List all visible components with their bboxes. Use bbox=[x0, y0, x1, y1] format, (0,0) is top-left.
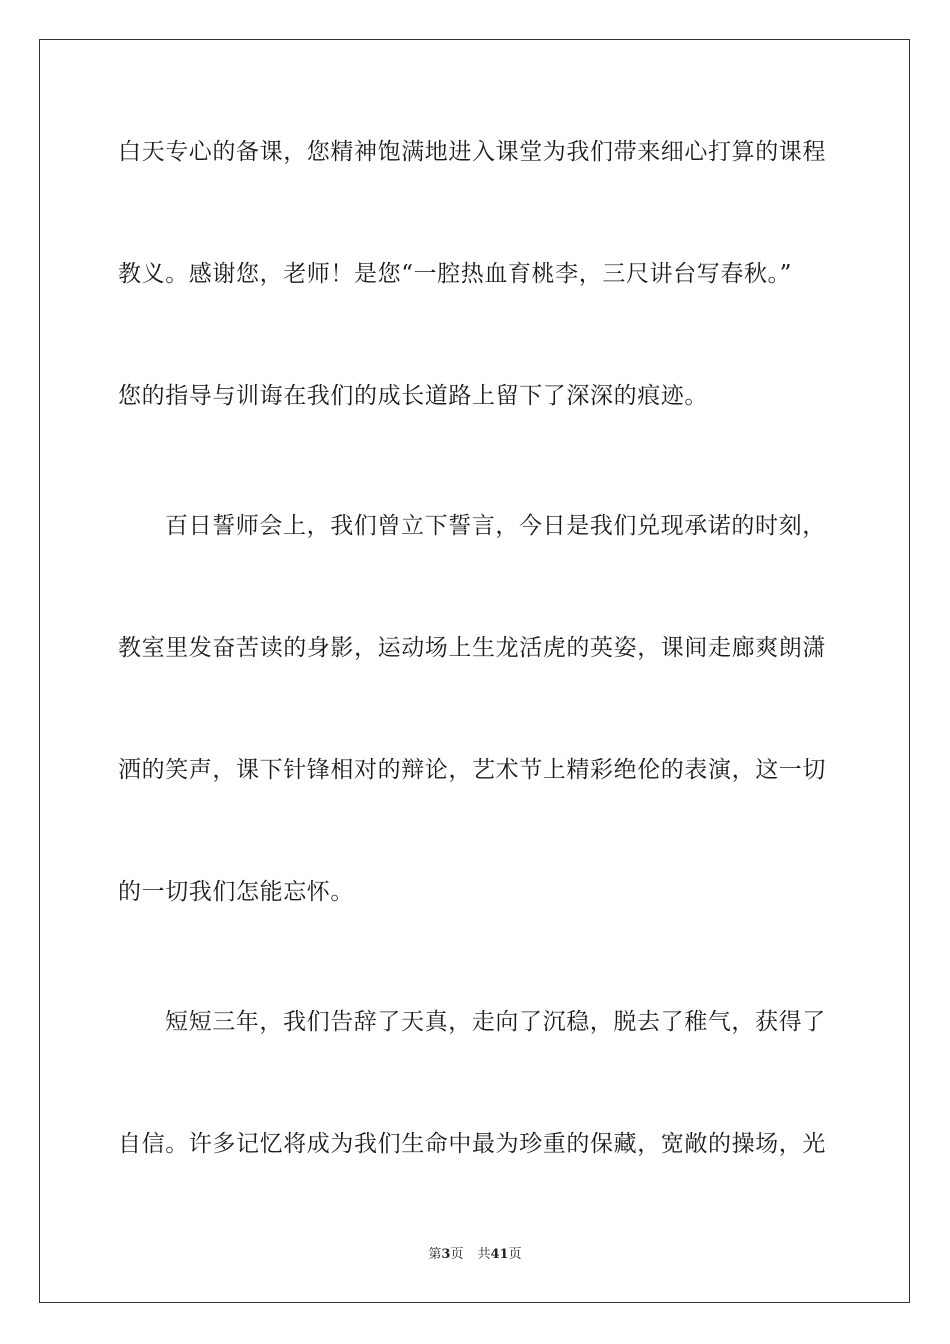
text-line-3: 您的指导与训诲在我们的成长道路上留下了深深的痕迹。 bbox=[118, 383, 708, 409]
page-footer bbox=[0, 1247, 950, 1263]
page-border bbox=[39, 39, 910, 1303]
page-suffix: 页 bbox=[450, 1247, 464, 1262]
text-line-1: 白天专心的备课，您精神饱满地进入课堂为我们带来细心打算的课程 bbox=[118, 139, 826, 165]
total-prefix: 共 bbox=[477, 1247, 491, 1262]
text-line-5: 教室里发奋苦读的身影，运动场上生龙活虎的英姿，课间走廊爽朗潇 bbox=[118, 635, 826, 661]
text-line-2: 教义。感谢您，老师！是您“一腔热血育桃李，三尺讲台写春秋。” bbox=[118, 261, 793, 287]
total-suffix: 页 bbox=[508, 1247, 522, 1262]
text-line-6: 洒的笑声，课下针锋相对的辩论，艺术节上精彩绝伦的表演，这一切 bbox=[118, 757, 826, 783]
text-line-9: 自信。许多记忆将成为我们生命中最为珍重的保藏，宽敞的操场，光 bbox=[118, 1131, 826, 1157]
page-number: 3 bbox=[441, 1247, 451, 1262]
text-line-7: 的一切我们怎能忘怀。 bbox=[118, 879, 354, 905]
paragraph-3-line-1: 短短三年，我们告辞了天真，走向了沉稳，脱去了稚气，获得了 bbox=[165, 1009, 826, 1035]
paragraph-2-line-1: 百日誓师会上，我们曾立下誓言，今日是我们兑现承诺的时刻， bbox=[165, 513, 826, 539]
total-pages: 41 bbox=[490, 1247, 509, 1262]
page-prefix: 第 bbox=[428, 1247, 442, 1262]
